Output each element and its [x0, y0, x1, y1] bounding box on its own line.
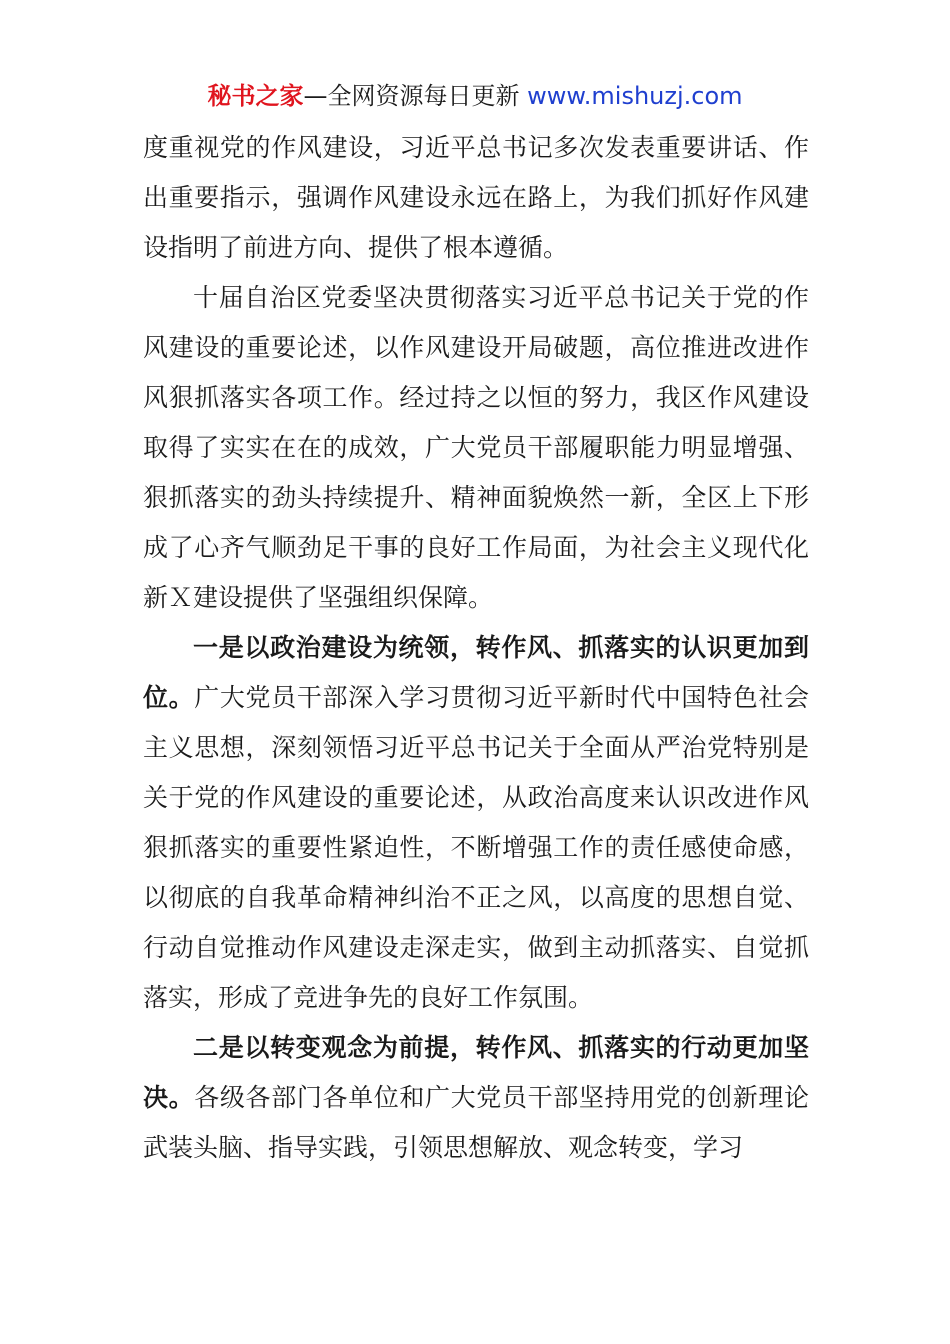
paragraph-4 [143, 1023, 809, 1173]
paragraph-1-text: 度重视党的作风建设，习近平总书记多次发表重要讲话、作出重要指示，强调作风建设永远在路上，为我们抓好作风建设指明了前进方向、提供了根本遵循。 [143, 133, 809, 262]
paragraph-3 [143, 623, 809, 1023]
header-brand: 秘书之家 [207, 82, 304, 110]
paragraph-1 [143, 123, 809, 273]
paragraph-4-text: 各级各部门各单位和广大党员干部坚持用党的创新理论武装头脑、指导实践，引领思想解放、观念转变，学习 [143, 1083, 809, 1162]
paragraph-2-text: 十届自治区党委坚决贯彻落实习近平总书记关于党的作风建设的重要论述，以作风建设开局破题，高位推进改进作风狠抓落实各项工作。经过持之以恒的努力，我区作风建设取得了实实在在的成效，广大党员干部履职能力明显增强、狠抓落实的劲头持续提升、精神面貌焕然一新，全区上下形成了心齐气顺劲足干事的良好工作局面，为社会主义现代化新Ｘ建设提供了坚强组织保障。 [143, 283, 809, 612]
paragraph-2 [143, 273, 809, 623]
paragraph-3-text: 广大党员干部深入学习贯彻习近平新时代中国特色社会主义思想，深刻领悟习近平总书记关于全面从严治党特别是关于党的作风建设的重要论述，从政治高度来认识改进作风狠抓落实的重要性紧迫性，不断增强工作的责任感使命感，以彻底的自我革命精神纠治不正之风，以高度的思想自觉、行动自觉推动作风建设走深走实，做到主动抓落实、自觉抓落实，形成了竞进争先的良好工作氛围。 [143, 683, 809, 1012]
header-url[interactable]: www.mishuzj.com [527, 82, 743, 110]
paragraph-3-lead: 一是以政治建设为统领，转作风、抓落实的认识更加到位。 [143, 633, 809, 712]
document-body [143, 123, 809, 1173]
page-header [0, 80, 950, 112]
header-tagline: —全网资源每日更新 [303, 82, 528, 110]
paragraph-4-lead: 二是以转变观念为前提，转作风、抓落实的行动更加坚决。 [143, 1033, 809, 1112]
